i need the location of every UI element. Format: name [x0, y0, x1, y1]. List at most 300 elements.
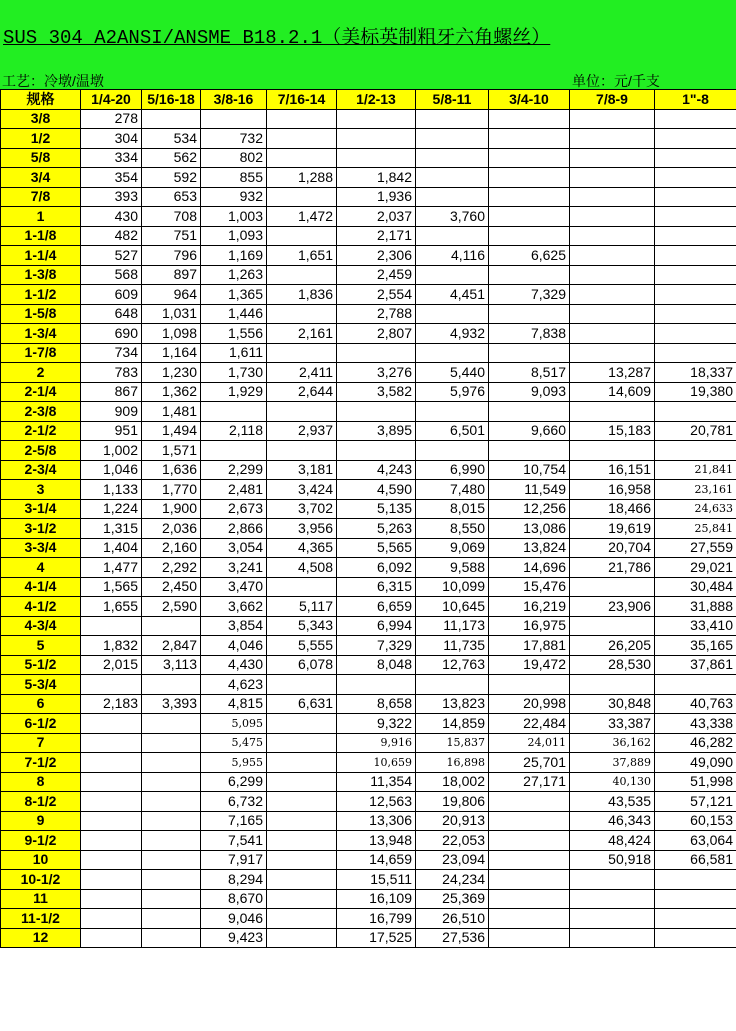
- price-cell: [655, 402, 736, 422]
- price-cell: 482: [81, 226, 142, 246]
- table-row: [1, 109, 736, 129]
- price-cell: 3,393: [142, 694, 201, 714]
- price-cell: 2,788: [337, 304, 416, 324]
- table-row: [1, 870, 736, 890]
- price-cell: 1,481: [142, 402, 201, 422]
- price-cell: [416, 265, 489, 285]
- price-cell: 2,411: [267, 363, 337, 383]
- price-cell: 796: [142, 246, 201, 266]
- price-cell: 7,329: [489, 285, 570, 305]
- title-banner: [0, 0, 736, 89]
- price-cell: 3,702: [267, 499, 337, 519]
- price-cell: 6,092: [337, 558, 416, 578]
- price-cell: [655, 441, 736, 461]
- size-cell: 9-1/2: [1, 831, 81, 851]
- price-cell: 14,696: [489, 558, 570, 578]
- price-cell: [489, 109, 570, 129]
- price-cell: 708: [142, 207, 201, 227]
- price-cell: 50,918: [570, 850, 655, 870]
- price-cell: 36,162: [570, 733, 655, 753]
- table-row: [1, 714, 736, 734]
- price-cell: [142, 753, 201, 773]
- price-cell: 2,937: [267, 421, 337, 441]
- price-cell: [267, 577, 337, 597]
- table-row: [1, 402, 736, 422]
- price-cell: [489, 343, 570, 363]
- price-cell: 20,998: [489, 694, 570, 714]
- price-cell: 30,484: [655, 577, 736, 597]
- table-row: [1, 187, 736, 207]
- size-cell: 4: [1, 558, 81, 578]
- price-cell: [655, 129, 736, 149]
- size-cell: 3: [1, 480, 81, 500]
- price-cell: [337, 402, 416, 422]
- table-row: [1, 733, 736, 753]
- price-cell: 23,094: [416, 850, 489, 870]
- table-row: [1, 148, 736, 168]
- price-cell: [570, 304, 655, 324]
- size-cell: 8: [1, 772, 81, 792]
- price-cell: 13,824: [489, 538, 570, 558]
- price-cell: [416, 675, 489, 695]
- price-cell: [267, 850, 337, 870]
- price-cell: [201, 402, 267, 422]
- price-cell: [570, 265, 655, 285]
- price-cell: 4,451: [416, 285, 489, 305]
- price-cell: 40,763: [655, 694, 736, 714]
- size-cell: 2-5/8: [1, 441, 81, 461]
- price-cell: 3,470: [201, 577, 267, 597]
- table-row: [1, 655, 736, 675]
- price-cell: 592: [142, 168, 201, 188]
- price-cell: 2,459: [337, 265, 416, 285]
- price-cell: [81, 675, 142, 695]
- price-cell: 28,530: [570, 655, 655, 675]
- table-row: [1, 558, 736, 578]
- price-cell: 2,644: [267, 382, 337, 402]
- price-cell: 609: [81, 285, 142, 305]
- price-cell: 1,832: [81, 636, 142, 656]
- price-cell: 15,476: [489, 577, 570, 597]
- price-cell: 3,424: [267, 480, 337, 500]
- price-cell: 7,838: [489, 324, 570, 344]
- table-row: [1, 850, 736, 870]
- price-cell: 1,565: [81, 577, 142, 597]
- price-cell: 5,117: [267, 597, 337, 617]
- sheet-title: SUS 304 A2ANSI/ANSME B18.2.1（美标英制粗牙六角螺丝）: [3, 27, 551, 49]
- price-cell: 1,556: [201, 324, 267, 344]
- price-cell: [81, 772, 142, 792]
- price-cell: 964: [142, 285, 201, 305]
- price-cell: 16,109: [337, 889, 416, 909]
- price-cell: [570, 285, 655, 305]
- price-cell: [142, 675, 201, 695]
- price-cell: 46,282: [655, 733, 736, 753]
- price-cell: [489, 831, 570, 851]
- price-cell: [81, 889, 142, 909]
- price-cell: 2,590: [142, 597, 201, 617]
- price-cell: [142, 928, 201, 948]
- price-cell: 21,841: [655, 460, 736, 480]
- price-cell: 562: [142, 148, 201, 168]
- size-cell: 1-1/4: [1, 246, 81, 266]
- price-cell: 22,484: [489, 714, 570, 734]
- price-cell: 24,011: [489, 733, 570, 753]
- price-cell: 1,836: [267, 285, 337, 305]
- price-cell: 2,554: [337, 285, 416, 305]
- price-cell: [416, 148, 489, 168]
- price-cell: [267, 811, 337, 831]
- price-cell: [416, 402, 489, 422]
- price-cell: [489, 187, 570, 207]
- price-cell: 1,224: [81, 499, 142, 519]
- price-cell: 5,565: [337, 538, 416, 558]
- price-cell: 2,118: [201, 421, 267, 441]
- price-cell: 49,090: [655, 753, 736, 773]
- size-cell: 10: [1, 850, 81, 870]
- price-cell: [267, 831, 337, 851]
- price-cell: 4,508: [267, 558, 337, 578]
- price-cell: 11,173: [416, 616, 489, 636]
- price-cell: 17,881: [489, 636, 570, 656]
- size-cell: 5/8: [1, 148, 81, 168]
- thread-column-header: 7/16-14: [267, 90, 337, 110]
- table-row: [1, 538, 736, 558]
- price-cell: 9,093: [489, 382, 570, 402]
- price-cell: 3,054: [201, 538, 267, 558]
- price-cell: 6,631: [267, 694, 337, 714]
- price-cell: [201, 109, 267, 129]
- price-cell: 3,582: [337, 382, 416, 402]
- price-cell: 20,781: [655, 421, 736, 441]
- size-cell: 5: [1, 636, 81, 656]
- price-cell: 3,760: [416, 207, 489, 227]
- table-row: [1, 831, 736, 851]
- price-cell: [416, 226, 489, 246]
- price-cell: 17,525: [337, 928, 416, 948]
- price-cell: [142, 811, 201, 831]
- price-cell: [416, 109, 489, 129]
- price-cell: [570, 207, 655, 227]
- price-cell: 855: [201, 168, 267, 188]
- price-cell: 8,550: [416, 519, 489, 539]
- price-cell: 783: [81, 363, 142, 383]
- table-body: [1, 109, 736, 948]
- price-cell: 1,093: [201, 226, 267, 246]
- price-cell: 278: [81, 109, 142, 129]
- price-cell: 4,815: [201, 694, 267, 714]
- price-cell: [489, 129, 570, 149]
- price-cell: [267, 714, 337, 734]
- price-cell: 24,633: [655, 499, 736, 519]
- price-cell: 648: [81, 304, 142, 324]
- price-cell: 15,837: [416, 733, 489, 753]
- price-cell: [416, 441, 489, 461]
- price-cell: 2,306: [337, 246, 416, 266]
- size-cell: 1-1/2: [1, 285, 81, 305]
- price-cell: 16,958: [570, 480, 655, 500]
- price-cell: [489, 226, 570, 246]
- price-cell: 5,343: [267, 616, 337, 636]
- price-cell: 867: [81, 382, 142, 402]
- price-cell: 26,205: [570, 636, 655, 656]
- price-cell: 1,730: [201, 363, 267, 383]
- price-cell: [655, 168, 736, 188]
- thread-column-header: 1"-8: [655, 90, 736, 110]
- price-cell: [142, 870, 201, 890]
- price-cell: [142, 831, 201, 851]
- price-cell: 393: [81, 187, 142, 207]
- price-cell: 60,153: [655, 811, 736, 831]
- price-cell: [81, 733, 142, 753]
- price-cell: 3,276: [337, 363, 416, 383]
- price-cell: 3,181: [267, 460, 337, 480]
- price-cell: [570, 675, 655, 695]
- price-cell: 37,861: [655, 655, 736, 675]
- price-cell: [655, 889, 736, 909]
- price-cell: 5,475: [201, 733, 267, 753]
- price-cell: 15,183: [570, 421, 655, 441]
- price-cell: 19,472: [489, 655, 570, 675]
- price-cell: 1,651: [267, 246, 337, 266]
- price-cell: [570, 168, 655, 188]
- price-cell: 2,481: [201, 480, 267, 500]
- price-cell: 40,130: [570, 772, 655, 792]
- price-cell: 23,161: [655, 480, 736, 500]
- price-cell: [267, 109, 337, 129]
- price-cell: 9,423: [201, 928, 267, 948]
- price-cell: 1,002: [81, 441, 142, 461]
- price-cell: [489, 811, 570, 831]
- price-cell: 25,369: [416, 889, 489, 909]
- size-cell: 2-3/8: [1, 402, 81, 422]
- price-cell: 30,848: [570, 694, 655, 714]
- price-cell: 6,299: [201, 772, 267, 792]
- table-row: [1, 928, 736, 948]
- price-cell: 11,735: [416, 636, 489, 656]
- price-cell: [416, 129, 489, 149]
- price-cell: 8,048: [337, 655, 416, 675]
- size-cell: 3-1/2: [1, 519, 81, 539]
- price-cell: 2,037: [337, 207, 416, 227]
- price-cell: 3,241: [201, 558, 267, 578]
- price-cell: [267, 226, 337, 246]
- size-cell: 2-1/4: [1, 382, 81, 402]
- price-cell: 33,410: [655, 616, 736, 636]
- price-cell: 1,263: [201, 265, 267, 285]
- price-cell: 568: [81, 265, 142, 285]
- price-cell: 5,555: [267, 636, 337, 656]
- price-cell: [570, 616, 655, 636]
- size-cell: 1: [1, 207, 81, 227]
- price-cell: 16,151: [570, 460, 655, 480]
- price-cell: 8,670: [201, 889, 267, 909]
- table-row: [1, 636, 736, 656]
- price-cell: 1,655: [81, 597, 142, 617]
- price-cell: [337, 148, 416, 168]
- price-cell: 2,183: [81, 694, 142, 714]
- price-cell: 16,975: [489, 616, 570, 636]
- price-cell: 2,807: [337, 324, 416, 344]
- size-cell: 11: [1, 889, 81, 909]
- price-cell: [489, 850, 570, 870]
- price-cell: 5,095: [201, 714, 267, 734]
- size-cell: 2-1/2: [1, 421, 81, 441]
- price-cell: [489, 441, 570, 461]
- size-cell: 1-5/8: [1, 304, 81, 324]
- price-cell: 2,292: [142, 558, 201, 578]
- price-cell: [489, 870, 570, 890]
- price-cell: 8,658: [337, 694, 416, 714]
- table-row: [1, 421, 736, 441]
- price-cell: 16,219: [489, 597, 570, 617]
- price-cell: 1,169: [201, 246, 267, 266]
- price-cell: 1,404: [81, 538, 142, 558]
- price-cell: 27,559: [655, 538, 736, 558]
- price-cell: [267, 402, 337, 422]
- table-row: [1, 226, 736, 246]
- price-cell: [489, 207, 570, 227]
- price-cell: 3,662: [201, 597, 267, 617]
- price-cell: 932: [201, 187, 267, 207]
- unit-label: 单位：元/千支: [572, 73, 660, 89]
- price-cell: 46,343: [570, 811, 655, 831]
- size-cell: 3-3/4: [1, 538, 81, 558]
- thread-column-header: 3/8-16: [201, 90, 267, 110]
- price-cell: [655, 187, 736, 207]
- price-cell: [655, 324, 736, 344]
- price-cell: 57,121: [655, 792, 736, 812]
- price-cell: [655, 265, 736, 285]
- table-row: [1, 889, 736, 909]
- price-cell: [267, 441, 337, 461]
- price-cell: 1,133: [81, 480, 142, 500]
- thread-column-header: 7/8-9: [570, 90, 655, 110]
- price-cell: [267, 889, 337, 909]
- size-cell: 7-1/2: [1, 753, 81, 773]
- price-cell: 5,263: [337, 519, 416, 539]
- price-cell: 9,916: [337, 733, 416, 753]
- size-cell: 1-1/8: [1, 226, 81, 246]
- table-row: [1, 343, 736, 363]
- price-cell: [489, 928, 570, 948]
- price-cell: 6,990: [416, 460, 489, 480]
- price-cell: 12,256: [489, 499, 570, 519]
- price-cell: 1,031: [142, 304, 201, 324]
- price-cell: 2,673: [201, 499, 267, 519]
- price-cell: 430: [81, 207, 142, 227]
- price-cell: [267, 792, 337, 812]
- price-cell: 6,625: [489, 246, 570, 266]
- price-cell: 304: [81, 129, 142, 149]
- price-cell: 43,338: [655, 714, 736, 734]
- price-cell: [570, 870, 655, 890]
- table-row: [1, 363, 736, 383]
- price-cell: 534: [142, 129, 201, 149]
- price-cell: 25,841: [655, 519, 736, 539]
- price-cell: 1,098: [142, 324, 201, 344]
- price-cell: 19,619: [570, 519, 655, 539]
- table-row: [1, 909, 736, 929]
- size-cell: 4-1/2: [1, 597, 81, 617]
- price-cell: 1,936: [337, 187, 416, 207]
- price-cell: 10,754: [489, 460, 570, 480]
- thread-column-header: 1/2-13: [337, 90, 416, 110]
- price-cell: 527: [81, 246, 142, 266]
- price-cell: 4,365: [267, 538, 337, 558]
- price-cell: 11,354: [337, 772, 416, 792]
- table-row: [1, 382, 736, 402]
- price-cell: 5,135: [337, 499, 416, 519]
- table-row: [1, 480, 736, 500]
- size-cell: 5-1/2: [1, 655, 81, 675]
- price-cell: [81, 850, 142, 870]
- thread-column-header: 5/16-18: [142, 90, 201, 110]
- price-cell: [655, 909, 736, 929]
- price-cell: 1,003: [201, 207, 267, 227]
- price-cell: 909: [81, 402, 142, 422]
- price-cell: 24,234: [416, 870, 489, 890]
- price-cell: 2,847: [142, 636, 201, 656]
- price-cell: [337, 343, 416, 363]
- price-cell: 8,517: [489, 363, 570, 383]
- table-row: [1, 324, 736, 344]
- price-cell: 21,786: [570, 558, 655, 578]
- price-cell: 2,866: [201, 519, 267, 539]
- price-cell: 10,099: [416, 577, 489, 597]
- price-cell: 11,549: [489, 480, 570, 500]
- price-cell: 33,387: [570, 714, 655, 734]
- table-row: [1, 246, 736, 266]
- price-cell: [267, 265, 337, 285]
- price-cell: [570, 441, 655, 461]
- price-cell: [81, 909, 142, 929]
- price-cell: 9,322: [337, 714, 416, 734]
- size-cell: 3/4: [1, 168, 81, 188]
- price-cell: 732: [201, 129, 267, 149]
- price-cell: 690: [81, 324, 142, 344]
- price-cell: 653: [142, 187, 201, 207]
- price-cell: 23,906: [570, 597, 655, 617]
- price-cell: 8,294: [201, 870, 267, 890]
- price-cell: [489, 909, 570, 929]
- size-cell: 12: [1, 928, 81, 948]
- price-cell: 14,609: [570, 382, 655, 402]
- price-cell: [337, 109, 416, 129]
- price-cell: [142, 109, 201, 129]
- price-cell: 7,165: [201, 811, 267, 831]
- price-cell: 27,536: [416, 928, 489, 948]
- price-cell: 4,932: [416, 324, 489, 344]
- price-cell: 66,581: [655, 850, 736, 870]
- price-cell: [81, 811, 142, 831]
- price-cell: 15,511: [337, 870, 416, 890]
- table-row: [1, 519, 736, 539]
- table-row: [1, 772, 736, 792]
- price-cell: 7,329: [337, 636, 416, 656]
- price-cell: [655, 109, 736, 129]
- price-cell: [570, 402, 655, 422]
- price-cell: 22,053: [416, 831, 489, 851]
- price-cell: [267, 675, 337, 695]
- size-cell: 4-3/4: [1, 616, 81, 636]
- price-cell: [655, 675, 736, 695]
- table-row: [1, 207, 736, 227]
- price-cell: 48,424: [570, 831, 655, 851]
- thread-column-header: 1/4-20: [81, 90, 142, 110]
- price-cell: 5,955: [201, 753, 267, 773]
- size-cell: 3-1/4: [1, 499, 81, 519]
